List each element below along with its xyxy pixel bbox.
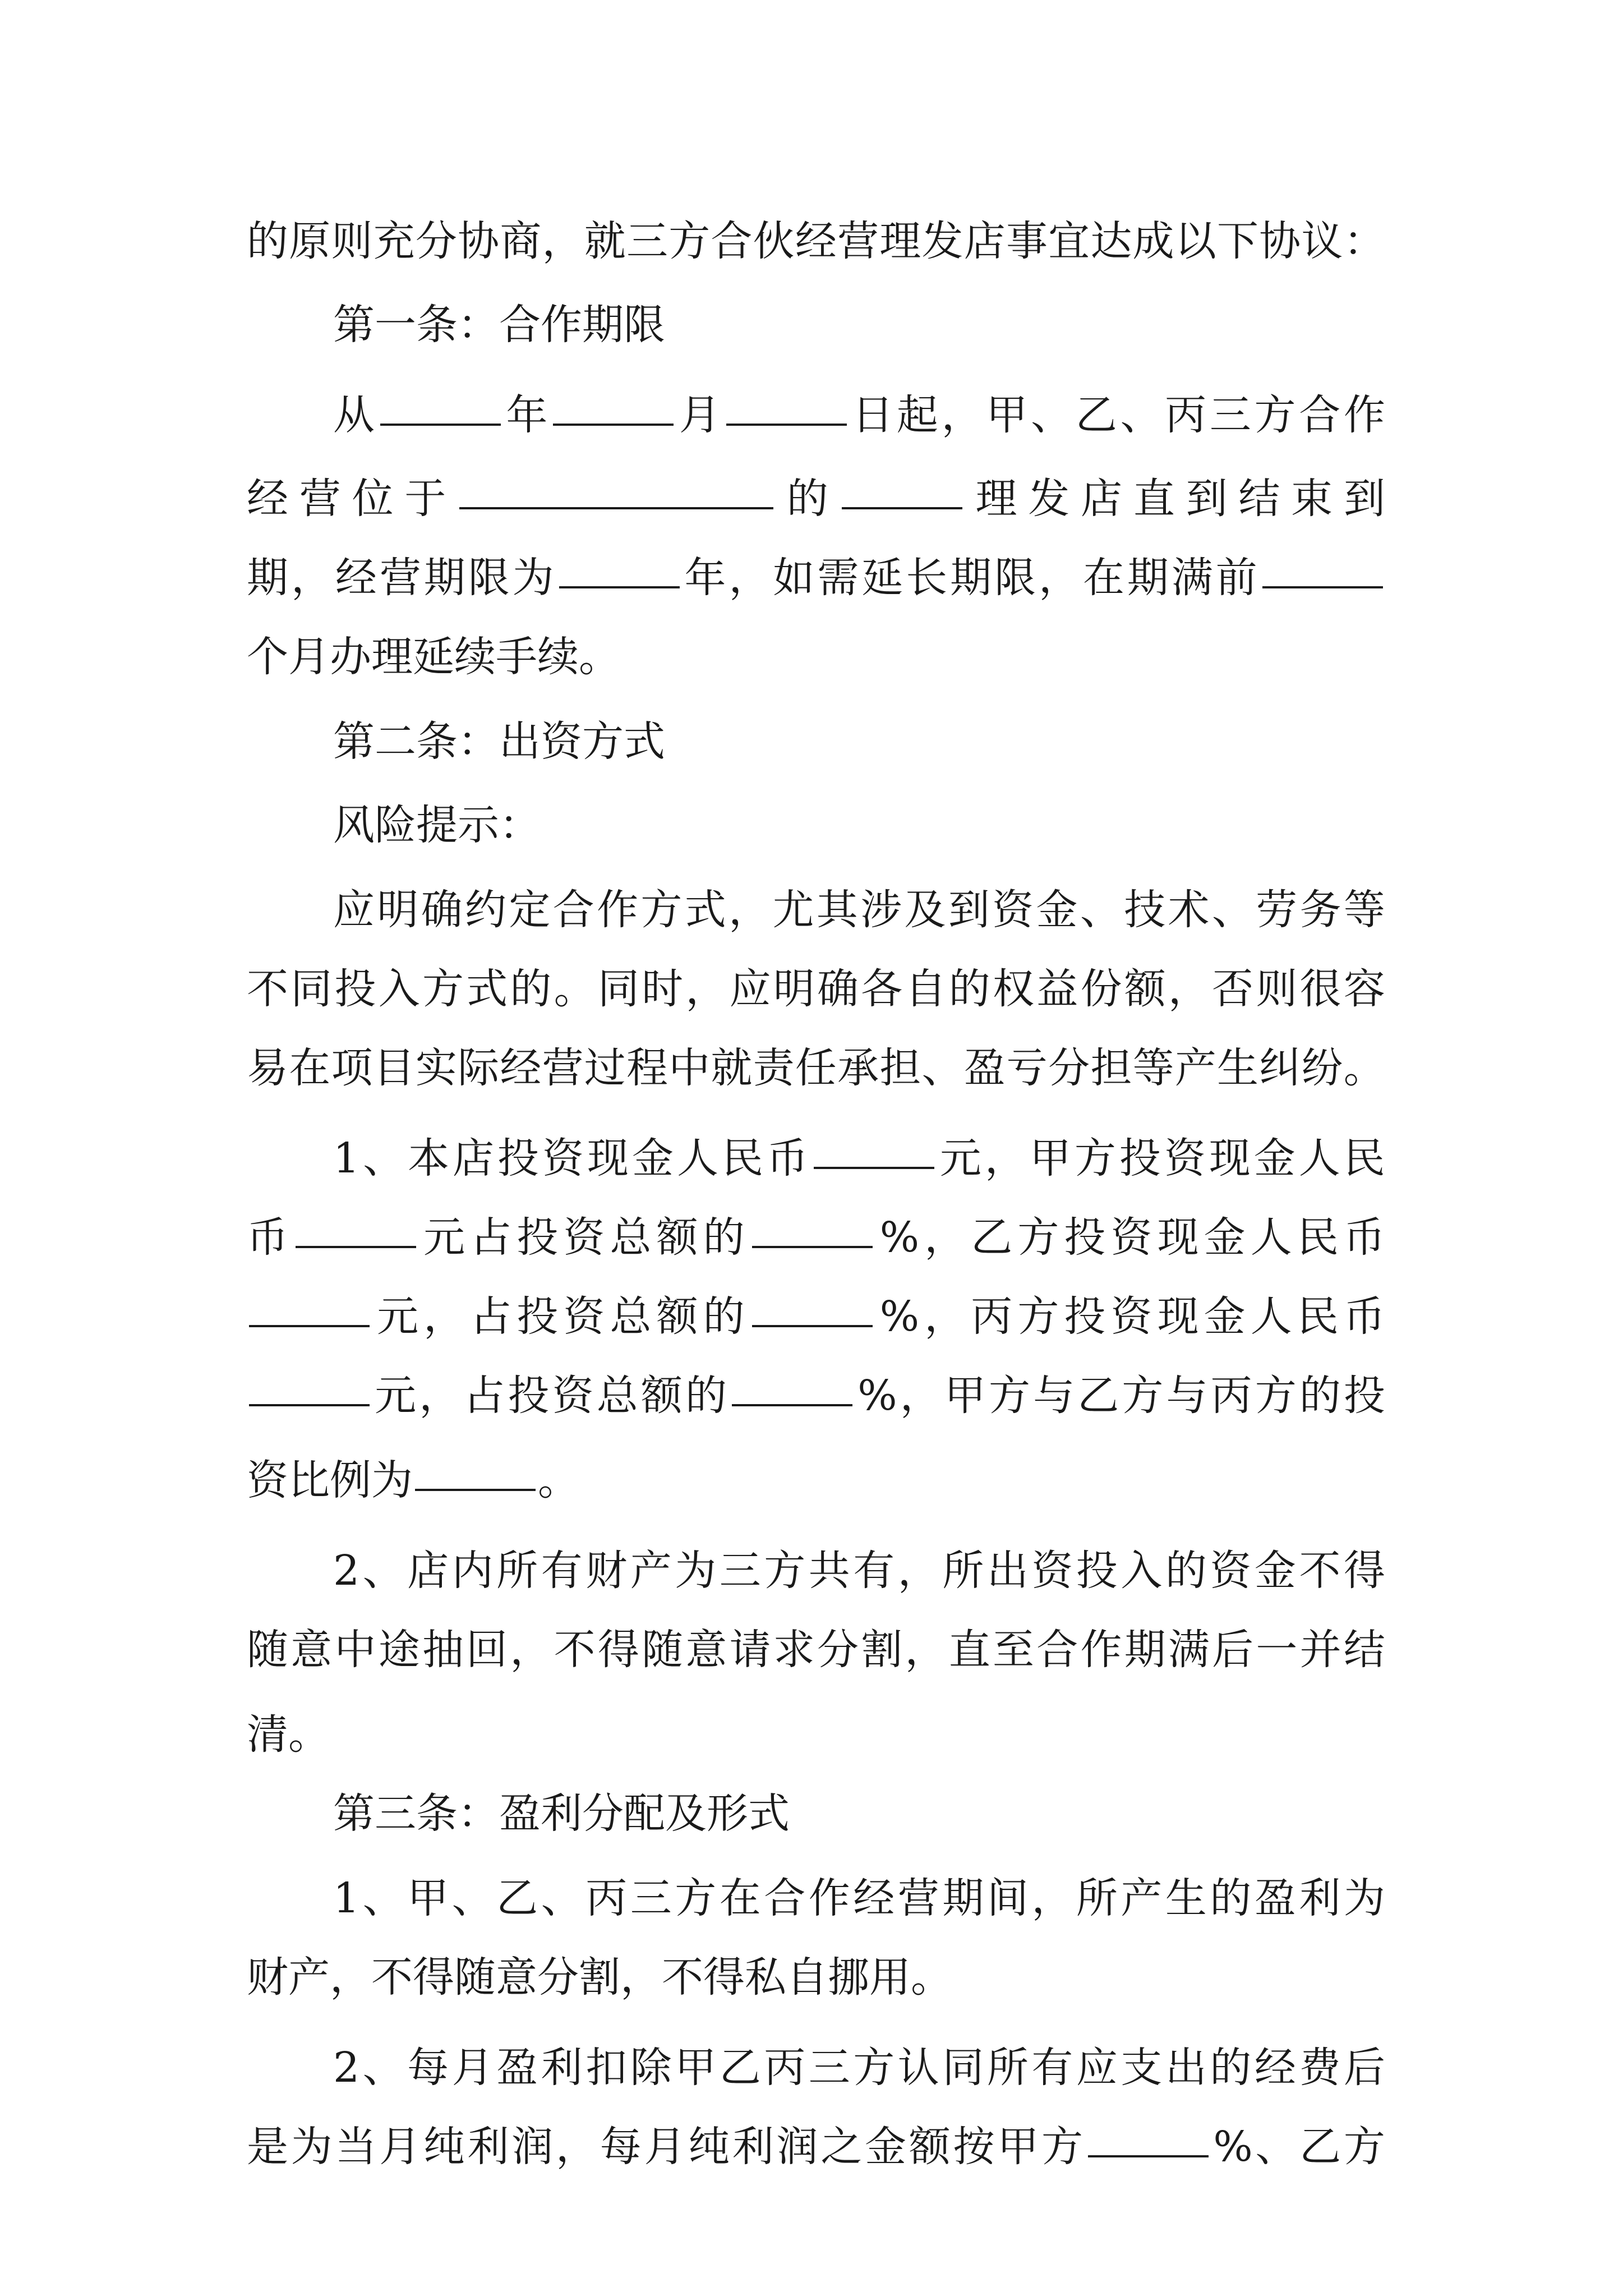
line-char: %	[857, 1372, 897, 1420]
line-char: 比	[288, 1456, 330, 1504]
line-char: 金	[1253, 1134, 1295, 1182]
line-char: 币	[1343, 1292, 1385, 1341]
document-line	[247, 786, 1385, 865]
fill-in-blank	[296, 1209, 416, 1248]
document-line	[247, 286, 1385, 365]
line-text: 的 原 则 充 分 协 商 ， 就 三 方 合 伙 经 营 理 发 店 事 宜 达 成 以 下 协 议 ：	[247, 217, 1385, 265]
fill-in-blank	[459, 470, 773, 509]
line-text	[247, 1198, 1385, 1277]
fill-in-blank	[1088, 2118, 1209, 2157]
document-line	[247, 1198, 1385, 1277]
line-char: 资	[552, 1372, 594, 1420]
line-char: 元	[377, 1292, 419, 1341]
line-char: 资	[1164, 1134, 1206, 1182]
line-char: 纯	[423, 2123, 465, 2171]
document-line	[247, 1029, 1385, 1108]
document-line	[247, 1859, 1385, 1938]
line-char: 投	[497, 1134, 540, 1182]
line-char: 元	[939, 1134, 981, 1182]
document-page	[247, 202, 1385, 2187]
line-char: 的	[786, 475, 828, 523]
line-char: 期	[247, 554, 288, 602]
line-char: ，	[900, 1372, 942, 1420]
line-char: 理	[975, 475, 1017, 523]
line-char: 前	[1215, 554, 1257, 602]
line-char: 总	[596, 1372, 638, 1420]
line-char: 人	[1250, 1292, 1292, 1341]
fill-in-blank	[249, 1367, 370, 1406]
fill-in-blank	[559, 549, 680, 588]
line-char: 人	[1298, 1134, 1340, 1182]
line-char: 本	[408, 1134, 450, 1182]
fill-in-blank	[814, 1130, 934, 1169]
line-char: 现	[1157, 1213, 1199, 1262]
line-char: 方	[988, 1372, 1030, 1420]
line-text: 第三条：盈利分配及形式	[333, 1789, 790, 1838]
line-char: 投	[1064, 1213, 1106, 1262]
fill-in-blank	[842, 470, 962, 509]
line-char: 民	[1297, 1213, 1339, 1262]
line-char: 1	[333, 1134, 360, 1182]
line-char: 丙	[971, 1292, 1013, 1341]
line-char: 束	[1291, 475, 1333, 523]
line-char: ，	[556, 2123, 598, 2171]
line-char: 纯	[688, 2123, 730, 2171]
document-line	[247, 1774, 1385, 1853]
document-line	[247, 871, 1385, 950]
line-char: 乙	[1075, 391, 1117, 439]
line-char: 额	[640, 1372, 683, 1420]
line-char: 方	[1017, 1292, 1059, 1341]
line-char: 店	[1081, 475, 1123, 523]
line-char: 资	[563, 1292, 605, 1341]
line-char: %	[879, 1292, 920, 1341]
line-char: ，	[291, 554, 333, 602]
line-char: 需	[817, 554, 859, 602]
line-char: 限	[994, 554, 1036, 602]
line-char: 直	[1133, 475, 1175, 523]
line-char: 方	[1041, 2123, 1083, 2171]
document-line	[247, 1695, 1385, 1774]
line-char: 之	[820, 2123, 863, 2171]
line-char: 额	[656, 1213, 698, 1262]
document-line	[247, 1531, 1385, 1611]
line-char: 投	[1119, 1134, 1161, 1182]
line-char: 现	[1157, 1292, 1199, 1341]
line-char: 日	[852, 391, 894, 439]
line-char: ，	[924, 1213, 966, 1262]
line-text	[247, 459, 1385, 539]
line-char: 结	[1238, 475, 1280, 523]
line-char: 与	[1166, 1372, 1208, 1420]
line-char: 乙	[971, 1213, 1013, 1262]
line-char: 三	[1209, 391, 1251, 439]
line-char: 投	[517, 1213, 559, 1262]
line-char: 是	[247, 2123, 288, 2171]
line-char: 方	[1343, 2123, 1385, 2171]
document-line	[247, 950, 1385, 1029]
document-line	[247, 2108, 1385, 2187]
line-char: 合	[1299, 391, 1341, 439]
line-char: 总	[610, 1292, 652, 1341]
line-char: 为	[512, 554, 554, 602]
line-char: 长	[906, 554, 948, 602]
line-char: 币	[766, 1134, 808, 1182]
line-char: 店	[453, 1134, 495, 1182]
line-char: 为	[371, 1456, 413, 1504]
line-text: 个月办理延续手续。	[247, 633, 620, 681]
line-char: 月	[379, 2123, 421, 2171]
document-line	[247, 702, 1385, 781]
line-char: 例	[330, 1456, 371, 1504]
line-char: 期	[423, 554, 465, 602]
line-char: 人	[1250, 1213, 1292, 1262]
line-char: 在	[1082, 554, 1124, 602]
fill-in-blank	[380, 386, 501, 426]
line-char: 利	[732, 2123, 774, 2171]
fill-in-blank	[415, 1452, 536, 1491]
line-char: 年	[506, 391, 548, 439]
line-char: 总	[610, 1213, 652, 1262]
line-char: 元	[375, 1372, 417, 1420]
line-char: 方	[1254, 391, 1296, 439]
line-char: 经	[247, 475, 288, 523]
line-char: 甲	[997, 2123, 1039, 2171]
line-char: 限	[468, 554, 510, 602]
line-char: 方	[1122, 1372, 1164, 1420]
line-char: 期	[1127, 554, 1169, 602]
fill-in-blank	[249, 1288, 370, 1327]
line-text: 清。	[247, 1710, 330, 1759]
line-char: 为	[291, 2123, 333, 2171]
line-text	[247, 1441, 1385, 1520]
line-char: 年	[684, 554, 726, 602]
line-char: ，	[984, 1134, 1026, 1182]
document-line	[247, 1356, 1385, 1435]
line-char: 延	[861, 554, 903, 602]
line-char: 期	[950, 554, 992, 602]
line-char: ，	[419, 1372, 461, 1420]
line-char: ，	[924, 1292, 966, 1341]
line-char: 甲	[986, 391, 1028, 439]
line-char: 乙	[1077, 1372, 1119, 1420]
line-char: 投	[517, 1292, 559, 1341]
line-char: 按	[953, 2123, 995, 2171]
line-char: 投	[1343, 1372, 1385, 1420]
line-char: 币	[247, 1213, 288, 1262]
line-char: 、	[363, 1134, 405, 1182]
line-char: 人	[676, 1134, 718, 1182]
document-line	[247, 202, 1385, 281]
line-text: 第一条：合作期限	[333, 301, 665, 349]
line-char: 甲	[1029, 1134, 1071, 1182]
line-char: 资	[563, 1213, 605, 1262]
line-char: 丙	[1165, 391, 1207, 439]
line-char: 当	[335, 2123, 377, 2171]
line-char: 利	[467, 2123, 509, 2171]
document-line	[247, 459, 1385, 539]
line-text	[333, 1119, 1385, 1198]
line-char: 月	[679, 391, 721, 439]
line-char: 作	[1343, 391, 1385, 439]
line-char: 到	[1343, 475, 1385, 523]
line-char: 满	[1171, 554, 1213, 602]
fill-in-blank	[752, 1209, 873, 1248]
document-line	[247, 1119, 1385, 1198]
line-char: 占	[470, 1292, 512, 1341]
line-char: 甲	[944, 1372, 986, 1420]
line-char: 方	[1074, 1134, 1116, 1182]
line-char: 与	[1033, 1372, 1075, 1420]
document-line	[247, 1938, 1385, 2017]
line-char: 的	[703, 1213, 745, 1262]
line-char: 占	[470, 1213, 512, 1262]
line-char: ，	[941, 391, 983, 439]
line-char: 的	[1299, 1372, 1341, 1420]
line-char: 丙	[1210, 1372, 1252, 1420]
line-char: 。	[538, 1456, 579, 1504]
document-line	[247, 539, 1385, 618]
line-char: 的	[685, 1372, 727, 1420]
line-char: 乙	[1299, 2123, 1341, 2171]
line-char: 、	[1120, 391, 1162, 439]
document-line	[247, 2028, 1385, 2108]
line-text: 1 、 甲 、 乙 、 丙 三 方 在 合 作 经 营 期 间 ， 所 产 生 的 盈 利 为	[333, 1874, 1385, 1922]
document-line	[247, 1277, 1385, 1356]
line-char: 金	[1204, 1292, 1246, 1341]
fill-in-blank	[726, 386, 847, 426]
line-char: 每	[600, 2123, 642, 2171]
line-char: 营	[299, 475, 341, 523]
line-text: 财产，不得随意分割，不得私自挪用。	[247, 1953, 952, 2001]
line-char: 润	[776, 2123, 818, 2171]
line-char: 资	[542, 1134, 584, 1182]
line-char: 位	[352, 475, 394, 523]
line-text: 易 在 项 目 实 际 经 营 过 程 中 就 责 任 承 担 、 盈 亏 分 担 等 产 生 纠 纷 。	[247, 1044, 1385, 1092]
line-char: 民	[721, 1134, 763, 1182]
line-char: 起	[896, 391, 938, 439]
line-char: 资	[247, 1456, 288, 1504]
fill-in-blank	[553, 386, 674, 426]
line-text: 2 、 每 月 盈 利 扣 除 甲 乙 丙 三 方 认 同 所 有 应 支 出 的 经 费 后	[333, 2044, 1385, 2092]
line-char: 额	[656, 1292, 698, 1341]
line-char: 额	[909, 2123, 951, 2171]
line-char: 到	[1186, 475, 1228, 523]
line-text: 2 、 店 内 所 有 财 产 为 三 方 共 有 ， 所 出 资 投 入 的 资 金 不 得	[333, 1547, 1385, 1595]
line-text: 风险提示：	[333, 801, 541, 849]
line-char: 资	[1110, 1292, 1152, 1341]
line-char: 方	[1255, 1372, 1297, 1420]
line-char: 元	[423, 1213, 465, 1262]
line-char: 资	[1110, 1213, 1152, 1262]
line-char: 从	[333, 391, 375, 439]
fill-in-blank	[752, 1288, 873, 1327]
fill-in-blank	[1262, 549, 1383, 588]
line-char: 现	[1209, 1134, 1251, 1182]
document-line	[247, 618, 1385, 697]
line-text	[247, 1356, 1385, 1435]
line-char: ，	[728, 554, 771, 602]
line-char: 如	[773, 554, 815, 602]
line-char: 发	[1028, 475, 1070, 523]
line-text: 不 同 投 入 方 式 的 。 同 时 ， 应 明 确 各 自 的 权 益 份 额 ， 否 则 很 容	[247, 965, 1385, 1013]
line-text: 随 意 中 途 抽 回 ， 不 得 随 意 请 求 分 割 ， 直 至 合 作 期 满 后 一 并 结	[247, 1626, 1385, 1674]
line-char: 金	[1204, 1213, 1246, 1262]
line-text	[247, 539, 1385, 618]
line-char: 营	[379, 554, 421, 602]
line-char: 经	[335, 554, 377, 602]
line-char: 方	[1017, 1213, 1059, 1262]
line-char: ，	[1039, 554, 1080, 602]
line-char: %	[1213, 2123, 1253, 2171]
line-char: 、	[1255, 2123, 1297, 2171]
line-text	[247, 2108, 1385, 2187]
line-text: 应 明 确 约 定 合 作 方 式 ， 尤 其 涉 及 到 资 金 、 技 术 、 劳 务 等	[333, 886, 1385, 934]
fill-in-blank	[732, 1367, 852, 1406]
line-text: 第二条：出资方式	[333, 717, 665, 766]
document-line	[247, 1441, 1385, 1520]
line-char: 币	[1343, 1213, 1385, 1262]
line-char: 于	[404, 475, 446, 523]
line-text	[247, 1277, 1385, 1356]
line-char: 投	[1064, 1292, 1106, 1341]
line-char: 民	[1343, 1134, 1385, 1182]
line-char: ，	[423, 1292, 465, 1341]
line-char: 现	[587, 1134, 629, 1182]
line-char: %	[879, 1213, 920, 1262]
line-char: 民	[1297, 1292, 1339, 1341]
line-char: 润	[511, 2123, 554, 2171]
line-char: 月	[644, 2123, 686, 2171]
document-line	[247, 1611, 1385, 1690]
line-char: 投	[508, 1372, 550, 1420]
document-line	[247, 376, 1385, 455]
line-char: 金	[865, 2123, 907, 2171]
line-char: 占	[463, 1372, 505, 1420]
line-char: 金	[631, 1134, 674, 1182]
line-char: 的	[703, 1292, 745, 1341]
line-char: 、	[1031, 391, 1073, 439]
line-text	[333, 376, 1385, 455]
